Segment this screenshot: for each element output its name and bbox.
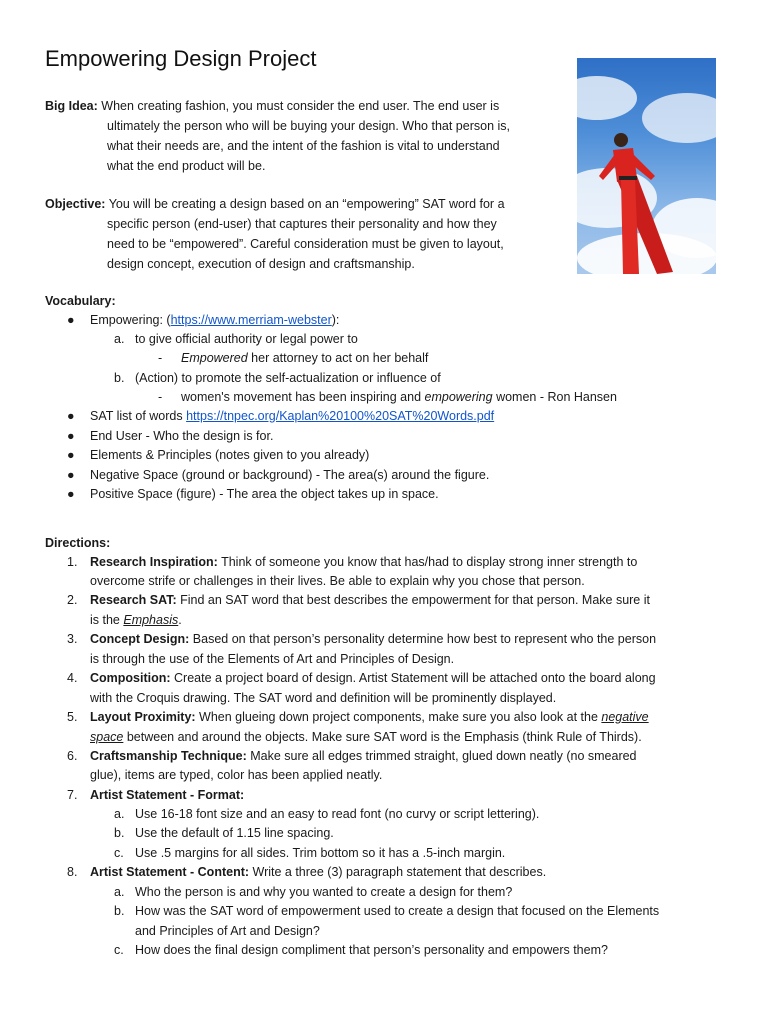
merriam-webster-link[interactable]: https://www.merriam-webster <box>170 313 332 327</box>
direction-8-label: Artist Statement - Content: <box>90 865 250 879</box>
list-marker: a. <box>114 885 125 899</box>
direction-2-text: Find an SAT word that best describes the empowerment for that person. Make sure it <box>176 593 650 607</box>
vocab-item-sat-list <box>90 407 494 427</box>
direction-8 <box>90 863 546 883</box>
example-b-pre: women's movement has been inspiring and <box>181 390 425 404</box>
content-a: Who the person is and why you wanted to create a design for them? <box>135 885 513 899</box>
vocab-item-empowering <box>90 311 339 331</box>
step-number: 8. <box>67 865 78 879</box>
direction-4-text: Create a project board of design. Artist Statement will be attached onto the board along <box>170 671 656 685</box>
big-idea-label: Big Idea: <box>45 99 98 113</box>
direction-3-text: Based on that person’s personality determine how best to represent who the person <box>189 632 657 646</box>
example-b <box>181 388 617 408</box>
objective-line: You will be creating a design based on an “empowering” SAT word for a <box>108 197 505 211</box>
list-marker: a. <box>114 807 125 821</box>
bullet-icon: ● <box>67 409 75 423</box>
direction-5-text: When glueing down project components, make sure you also look at the <box>195 710 602 724</box>
big-idea-paragraph <box>45 96 565 176</box>
objective-paragraph <box>45 194 565 274</box>
direction-6-cont: glue), items are typed, color has been applied neatly. <box>90 768 383 782</box>
bullet-icon: ● <box>67 448 75 462</box>
direction-4-label: Composition: <box>90 671 171 685</box>
direction-4-cont: with the Croquis drawing. The SAT word and definition will be prominently displayed. <box>90 691 557 705</box>
emphasis-word: Emphasis <box>123 613 179 627</box>
dash-marker: - <box>158 390 163 404</box>
big-idea-line: When creating fashion, you must consider the end user. The end user is <box>101 99 500 113</box>
objective-label: Objective: <box>45 197 106 211</box>
bullet-icon: ● <box>67 429 75 443</box>
direction-7 <box>90 786 244 806</box>
direction-6-text: Make sure all edges trimmed straight, glued down neatly (no smeared <box>246 749 637 763</box>
direction-6 <box>90 747 637 767</box>
vocab-item: Negative Space (ground or background) - The area(s) around the figure. <box>90 468 490 482</box>
format-a: Use 16-18 font size and an easy to read font (no curvy or script lettering). <box>135 807 540 821</box>
example-a <box>181 349 428 369</box>
big-idea-line: what the end product will be. <box>107 159 266 173</box>
example-a-emphasis: Empowered <box>181 351 248 365</box>
step-number: 5. <box>67 710 78 724</box>
example-b-emphasis: empowering <box>424 390 493 404</box>
direction-3-cont: is through the use of the Elements of Art and Principles of Design. <box>90 652 455 666</box>
vocabulary-heading: Vocabulary: <box>45 294 116 308</box>
direction-1-label: Research Inspiration: <box>90 555 218 569</box>
vocab-item: Elements & Principles (notes given to you already) <box>90 448 370 462</box>
negative-word: negative <box>601 710 649 724</box>
direction-2-cont <box>90 611 182 631</box>
page-title: Empowering Design Project <box>45 46 317 71</box>
direction-5 <box>90 708 649 728</box>
vocab-item: End User - Who the design is for. <box>90 429 274 443</box>
figure-in-red-suit-illustration <box>577 58 716 274</box>
direction-1-cont: overcome strife or challenges in their lives. Be able to explain why you chose that person. <box>90 574 585 588</box>
directions-heading: Directions: <box>45 536 111 550</box>
direction-6-label: Craftsmanship Technique: <box>90 749 247 763</box>
example-a-rest: her attorney to act on her behalf <box>247 351 429 365</box>
format-c: Use .5 margins for all sides. Trim bottom so it has a .5-inch margin. <box>135 846 506 860</box>
step-number: 1. <box>67 555 78 569</box>
list-marker: a. <box>114 332 125 346</box>
definition-b: (Action) to promote the self-actualization or influence of <box>135 371 441 385</box>
bullet-icon: ● <box>67 468 75 482</box>
direction-4 <box>90 669 656 689</box>
direction-8-text: Write a three (3) paragraph statement that describes. <box>249 865 547 879</box>
list-marker: b. <box>114 826 125 840</box>
step-number: 7. <box>67 788 78 802</box>
direction-5-label: Layout Proximity: <box>90 710 196 724</box>
content-c: How does the final design compliment that person’s personality and empowers them? <box>135 943 608 957</box>
list-marker: b. <box>114 904 125 918</box>
step-number: 2. <box>67 593 78 607</box>
direction-2-label: Research SAT: <box>90 593 177 607</box>
bullet-icon: ● <box>67 313 75 327</box>
direction-1 <box>90 553 637 573</box>
vocab-empowering-suffix: ): <box>331 313 340 327</box>
direction-2-pre: is the <box>90 613 124 627</box>
step-number: 6. <box>67 749 78 763</box>
direction-7-label: Artist Statement - Format: <box>90 788 245 802</box>
direction-3-label: Concept Design: <box>90 632 190 646</box>
step-number: 4. <box>67 671 78 685</box>
direction-3 <box>90 630 656 650</box>
step-number: 3. <box>67 632 78 646</box>
vocab-item: Positive Space (figure) - The area the object takes up in space. <box>90 487 439 501</box>
content-b-cont: and Principles of Art and Design? <box>135 924 320 938</box>
direction-5-rest: between and around the objects. Make sure SAT word is the Emphasis (think Rule of Thirds). <box>123 730 642 744</box>
dash-marker: - <box>158 351 163 365</box>
example-b-post: women - Ron Hansen <box>492 390 617 404</box>
vocab-empowering-prefix: Empowering: ( <box>90 313 171 327</box>
objective-line: specific person (end-user) that captures their personality and how they <box>107 217 497 231</box>
objective-line: need to be “empowered”. Careful consideration must be given to layout, <box>107 237 504 251</box>
bullet-icon: ● <box>67 487 75 501</box>
format-b: Use the default of 1.15 line spacing. <box>135 826 334 840</box>
definition-a: to give official authority or legal power to <box>135 332 358 346</box>
content-b: How was the SAT word of empowerment used to create a design that focused on the Elements <box>135 904 660 918</box>
list-marker: c. <box>114 943 124 957</box>
direction-1-text: Think of someone you know that has/had to display strong inner strength to <box>217 555 638 569</box>
list-marker: c. <box>114 846 124 860</box>
direction-2-post: . <box>178 613 182 627</box>
direction-5-cont <box>90 728 642 748</box>
sat-list-prefix: SAT list of words <box>90 409 187 423</box>
sat-words-link[interactable]: https://tnpec.org/Kaplan%20100%20SAT%20Words.pdf <box>186 409 495 423</box>
objective-line: design concept, execution of design and craftsmanship. <box>107 257 415 271</box>
list-marker: b. <box>114 371 125 385</box>
hero-photo <box>577 58 716 274</box>
big-idea-line: what their needs are, and the intent of the fashion is vital to understand <box>107 139 500 153</box>
big-idea-line: ultimately the person who will be buying your design. Who that person is, <box>107 119 510 133</box>
space-word: space <box>90 730 124 744</box>
direction-2 <box>90 591 650 611</box>
